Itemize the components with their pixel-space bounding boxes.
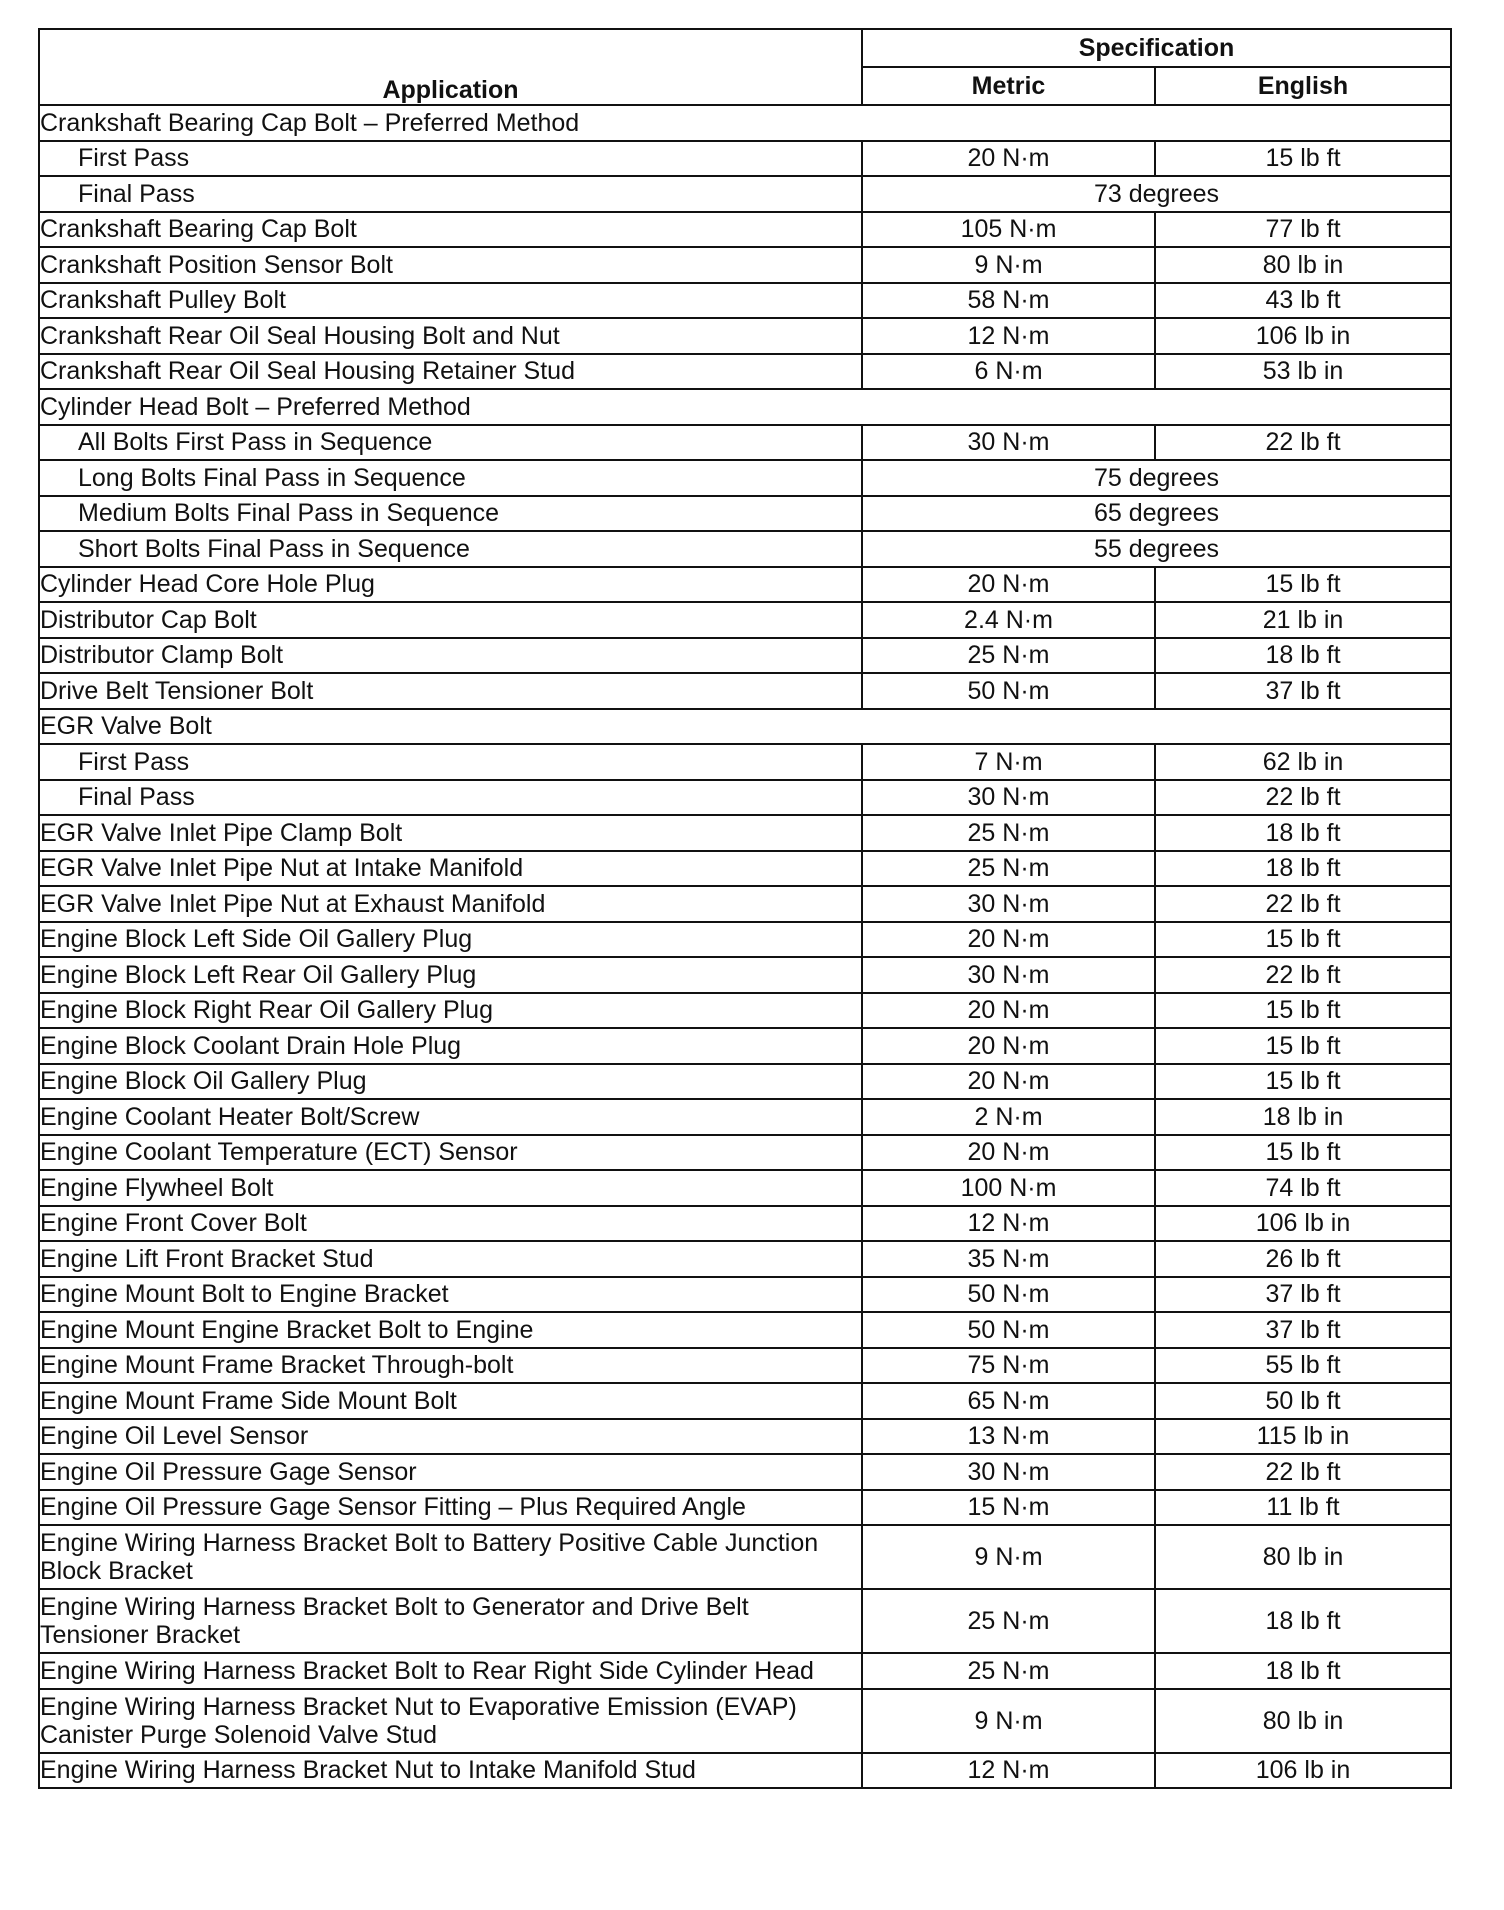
- english-value-cell: 15 lb ft: [1155, 922, 1451, 958]
- application-cell: Engine Wiring Harness Bracket Bolt to Battery Positive Cable Junction Block Bracket: [39, 1525, 862, 1589]
- metric-value-cell: 12 N·m: [862, 1206, 1155, 1242]
- application-cell: Engine Coolant Temperature (ECT) Sensor: [39, 1135, 862, 1171]
- table-row: [39, 780, 1451, 816]
- application-cell: Engine Oil Pressure Gage Sensor: [39, 1454, 862, 1490]
- table-row: [39, 1241, 1451, 1277]
- torque-spec-sheet: [38, 28, 1450, 1789]
- application-cell: Engine Block Left Side Oil Gallery Plug: [39, 922, 862, 958]
- table-group-row: [39, 105, 1451, 141]
- english-value-cell: 22 lb ft: [1155, 1454, 1451, 1490]
- application-cell: Engine Block Right Rear Oil Gallery Plug: [39, 993, 862, 1029]
- metric-value-cell: 20 N·m: [862, 922, 1155, 958]
- application-cell: EGR Valve Inlet Pipe Nut at Intake Manifold: [39, 851, 862, 887]
- application-column-header: Application: [39, 29, 862, 105]
- application-cell: Medium Bolts Final Pass in Sequence: [39, 496, 862, 532]
- application-cell: Final Pass: [39, 176, 862, 212]
- application-cell: All Bolts First Pass in Sequence: [39, 425, 862, 461]
- metric-value-cell: 2 N·m: [862, 1099, 1155, 1135]
- english-value-cell: 80 lb in: [1155, 1689, 1451, 1753]
- english-value-cell: 22 lb ft: [1155, 780, 1451, 816]
- metric-value-cell: 30 N·m: [862, 957, 1155, 993]
- application-cell: Engine Mount Frame Side Mount Bolt: [39, 1383, 862, 1419]
- table-row: [39, 851, 1451, 887]
- english-value-cell: 18 lb ft: [1155, 638, 1451, 674]
- metric-value-cell: 30 N·m: [862, 1454, 1155, 1490]
- application-cell: Engine Block Left Rear Oil Gallery Plug: [39, 957, 862, 993]
- table-row: [39, 1312, 1451, 1348]
- application-cell: EGR Valve Bolt: [39, 709, 862, 745]
- english-value-cell: 21 lb in: [1155, 602, 1451, 638]
- application-cell: Cylinder Head Core Hole Plug: [39, 567, 862, 603]
- table-row: [39, 1419, 1451, 1455]
- metric-value-cell: 20 N·m: [862, 567, 1155, 603]
- metric-value-cell: 35 N·m: [862, 1241, 1155, 1277]
- metric-value-cell: 9 N·m: [862, 247, 1155, 283]
- english-value-cell: 15 lb ft: [1155, 1028, 1451, 1064]
- table-row: [39, 283, 1451, 319]
- metric-value-cell: 30 N·m: [862, 886, 1155, 922]
- metric-value-cell: 30 N·m: [862, 425, 1155, 461]
- metric-value-cell: 20 N·m: [862, 141, 1155, 177]
- angle-spec-cell: 55 degrees: [862, 531, 1451, 567]
- table-row: [39, 1206, 1451, 1242]
- english-value-cell: 15 lb ft: [1155, 141, 1451, 177]
- table-row: [39, 1753, 1451, 1789]
- application-cell: Distributor Cap Bolt: [39, 602, 862, 638]
- table-row: [39, 354, 1451, 390]
- metric-value-cell: 65 N·m: [862, 1383, 1155, 1419]
- metric-value-cell: 12 N·m: [862, 1753, 1155, 1789]
- english-value-cell: 15 lb ft: [1155, 1064, 1451, 1100]
- table-row: [39, 460, 1451, 496]
- table-row: [39, 318, 1451, 354]
- table-row: [39, 247, 1451, 283]
- english-value-cell: 37 lb ft: [1155, 673, 1451, 709]
- english-value-cell: 18 lb ft: [1155, 1653, 1451, 1689]
- english-value-cell: 18 lb in: [1155, 1099, 1451, 1135]
- english-value-cell: 55 lb ft: [1155, 1348, 1451, 1384]
- table-body: [39, 105, 1451, 1788]
- specification-column-header: Specification: [862, 29, 1451, 67]
- english-value-cell: 11 lb ft: [1155, 1490, 1451, 1526]
- metric-value-cell: 13 N·m: [862, 1419, 1155, 1455]
- application-cell: Engine Block Oil Gallery Plug: [39, 1064, 862, 1100]
- table-row: [39, 1170, 1451, 1206]
- application-cell: Engine Oil Pressure Gage Sensor Fitting – Plus Required Angle: [39, 1490, 862, 1526]
- metric-value-cell: 30 N·m: [862, 780, 1155, 816]
- metric-value-cell: 20 N·m: [862, 1064, 1155, 1100]
- application-cell: Engine Flywheel Bolt: [39, 1170, 862, 1206]
- english-value-cell: 50 lb ft: [1155, 1383, 1451, 1419]
- metric-value-cell: 75 N·m: [862, 1348, 1155, 1384]
- table-row: [39, 1589, 1451, 1653]
- english-value-cell: 106 lb in: [1155, 1753, 1451, 1789]
- application-cell: Engine Wiring Harness Bracket Bolt to Rear Right Side Cylinder Head: [39, 1653, 862, 1689]
- application-cell: Crankshaft Position Sensor Bolt: [39, 247, 862, 283]
- metric-value-cell: 100 N·m: [862, 1170, 1155, 1206]
- table-row: [39, 638, 1451, 674]
- english-value-cell: 37 lb ft: [1155, 1312, 1451, 1348]
- application-cell: First Pass: [39, 141, 862, 177]
- application-cell: Engine Wiring Harness Bracket Bolt to Generator and Drive Belt Tensioner Bracket: [39, 1589, 862, 1653]
- application-cell: Crankshaft Bearing Cap Bolt: [39, 212, 862, 248]
- metric-value-cell: 25 N·m: [862, 1589, 1155, 1653]
- empty-spec-cell: [862, 389, 1451, 425]
- table-row: [39, 1490, 1451, 1526]
- table-row: [39, 673, 1451, 709]
- table-row: [39, 815, 1451, 851]
- english-value-cell: 15 lb ft: [1155, 567, 1451, 603]
- empty-spec-cell: [862, 709, 1451, 745]
- metric-column-header: Metric: [862, 67, 1155, 105]
- table-row: [39, 496, 1451, 532]
- application-cell: Crankshaft Bearing Cap Bolt – Preferred Method: [39, 105, 862, 141]
- metric-value-cell: 2.4 N·m: [862, 602, 1155, 638]
- application-cell: EGR Valve Inlet Pipe Clamp Bolt: [39, 815, 862, 851]
- torque-spec-table: [38, 28, 1452, 1789]
- table-row: [39, 176, 1451, 212]
- english-value-cell: 18 lb ft: [1155, 851, 1451, 887]
- table-row: [39, 1383, 1451, 1419]
- table-row: [39, 602, 1451, 638]
- english-value-cell: 26 lb ft: [1155, 1241, 1451, 1277]
- metric-value-cell: 105 N·m: [862, 212, 1155, 248]
- metric-value-cell: 20 N·m: [862, 1028, 1155, 1064]
- empty-spec-cell: [862, 105, 1451, 141]
- table-row: [39, 1348, 1451, 1384]
- application-cell: Crankshaft Rear Oil Seal Housing Bolt and Nut: [39, 318, 862, 354]
- table-row: [39, 993, 1451, 1029]
- metric-value-cell: 58 N·m: [862, 283, 1155, 319]
- application-cell: Distributor Clamp Bolt: [39, 638, 862, 674]
- application-cell: EGR Valve Inlet Pipe Nut at Exhaust Manifold: [39, 886, 862, 922]
- table-row: [39, 1454, 1451, 1490]
- application-cell: Cylinder Head Bolt – Preferred Method: [39, 389, 862, 425]
- english-value-cell: 53 lb in: [1155, 354, 1451, 390]
- application-cell: Engine Mount Frame Bracket Through-bolt: [39, 1348, 862, 1384]
- english-value-cell: 80 lb in: [1155, 1525, 1451, 1589]
- metric-value-cell: 6 N·m: [862, 354, 1155, 390]
- english-value-cell: 43 lb ft: [1155, 283, 1451, 319]
- metric-value-cell: 50 N·m: [862, 673, 1155, 709]
- table-row: [39, 531, 1451, 567]
- application-cell: Long Bolts Final Pass in Sequence: [39, 460, 862, 496]
- table-row: [39, 1064, 1451, 1100]
- table-group-row: [39, 389, 1451, 425]
- metric-value-cell: 50 N·m: [862, 1312, 1155, 1348]
- metric-value-cell: 25 N·m: [862, 1653, 1155, 1689]
- english-value-cell: 22 lb ft: [1155, 886, 1451, 922]
- application-cell: Engine Block Coolant Drain Hole Plug: [39, 1028, 862, 1064]
- metric-value-cell: 15 N·m: [862, 1490, 1155, 1526]
- metric-value-cell: 25 N·m: [862, 851, 1155, 887]
- table-row: [39, 1028, 1451, 1064]
- english-value-cell: 15 lb ft: [1155, 1135, 1451, 1171]
- english-value-cell: 15 lb ft: [1155, 993, 1451, 1029]
- table-row: [39, 1525, 1451, 1589]
- table-row: [39, 425, 1451, 461]
- table-row: [39, 1135, 1451, 1171]
- metric-value-cell: 25 N·m: [862, 815, 1155, 851]
- table-group-row: [39, 709, 1451, 745]
- metric-value-cell: 7 N·m: [862, 744, 1155, 780]
- table-row: [39, 744, 1451, 780]
- table-row: [39, 141, 1451, 177]
- table-row: [39, 886, 1451, 922]
- application-cell: Short Bolts Final Pass in Sequence: [39, 531, 862, 567]
- metric-value-cell: 20 N·m: [862, 993, 1155, 1029]
- application-cell: Crankshaft Pulley Bolt: [39, 283, 862, 319]
- metric-value-cell: 9 N·m: [862, 1689, 1155, 1753]
- english-value-cell: 22 lb ft: [1155, 957, 1451, 993]
- metric-value-cell: 9 N·m: [862, 1525, 1155, 1589]
- english-value-cell: 37 lb ft: [1155, 1277, 1451, 1313]
- table-row: [39, 1653, 1451, 1689]
- english-value-cell: 80 lb in: [1155, 247, 1451, 283]
- english-value-cell: 106 lb in: [1155, 318, 1451, 354]
- application-cell: Engine Mount Engine Bracket Bolt to Engine: [39, 1312, 862, 1348]
- application-cell: Final Pass: [39, 780, 862, 816]
- header-row-top: [39, 29, 1451, 67]
- table-row: [39, 567, 1451, 603]
- english-value-cell: 22 lb ft: [1155, 425, 1451, 461]
- angle-spec-cell: 65 degrees: [862, 496, 1451, 532]
- table-row: [39, 1099, 1451, 1135]
- application-cell: Engine Lift Front Bracket Stud: [39, 1241, 862, 1277]
- application-cell: First Pass: [39, 744, 862, 780]
- english-value-cell: 77 lb ft: [1155, 212, 1451, 248]
- application-cell: Engine Wiring Harness Bracket Nut to Intake Manifold Stud: [39, 1753, 862, 1789]
- angle-spec-cell: 73 degrees: [862, 176, 1451, 212]
- metric-value-cell: 25 N·m: [862, 638, 1155, 674]
- metric-value-cell: 20 N·m: [862, 1135, 1155, 1171]
- table-row: [39, 957, 1451, 993]
- application-cell: Engine Mount Bolt to Engine Bracket: [39, 1277, 862, 1313]
- table-row: [39, 212, 1451, 248]
- table-row: [39, 1689, 1451, 1753]
- table-row: [39, 1277, 1451, 1313]
- english-value-cell: 115 lb in: [1155, 1419, 1451, 1455]
- english-value-cell: 106 lb in: [1155, 1206, 1451, 1242]
- application-cell: Engine Front Cover Bolt: [39, 1206, 862, 1242]
- table-row: [39, 922, 1451, 958]
- english-column-header: English: [1155, 67, 1451, 105]
- application-cell: Engine Wiring Harness Bracket Nut to Evaporative Emission (EVAP) Canister Purge Solenoid Valve Stud: [39, 1689, 862, 1753]
- application-cell: Crankshaft Rear Oil Seal Housing Retainer Stud: [39, 354, 862, 390]
- angle-spec-cell: 75 degrees: [862, 460, 1451, 496]
- application-cell: Drive Belt Tensioner Bolt: [39, 673, 862, 709]
- english-value-cell: 18 lb ft: [1155, 815, 1451, 851]
- english-value-cell: 74 lb ft: [1155, 1170, 1451, 1206]
- application-cell: Engine Oil Level Sensor: [39, 1419, 862, 1455]
- english-value-cell: 62 lb in: [1155, 744, 1451, 780]
- english-value-cell: 18 lb ft: [1155, 1589, 1451, 1653]
- application-cell: Engine Coolant Heater Bolt/Screw: [39, 1099, 862, 1135]
- metric-value-cell: 12 N·m: [862, 318, 1155, 354]
- metric-value-cell: 50 N·m: [862, 1277, 1155, 1313]
